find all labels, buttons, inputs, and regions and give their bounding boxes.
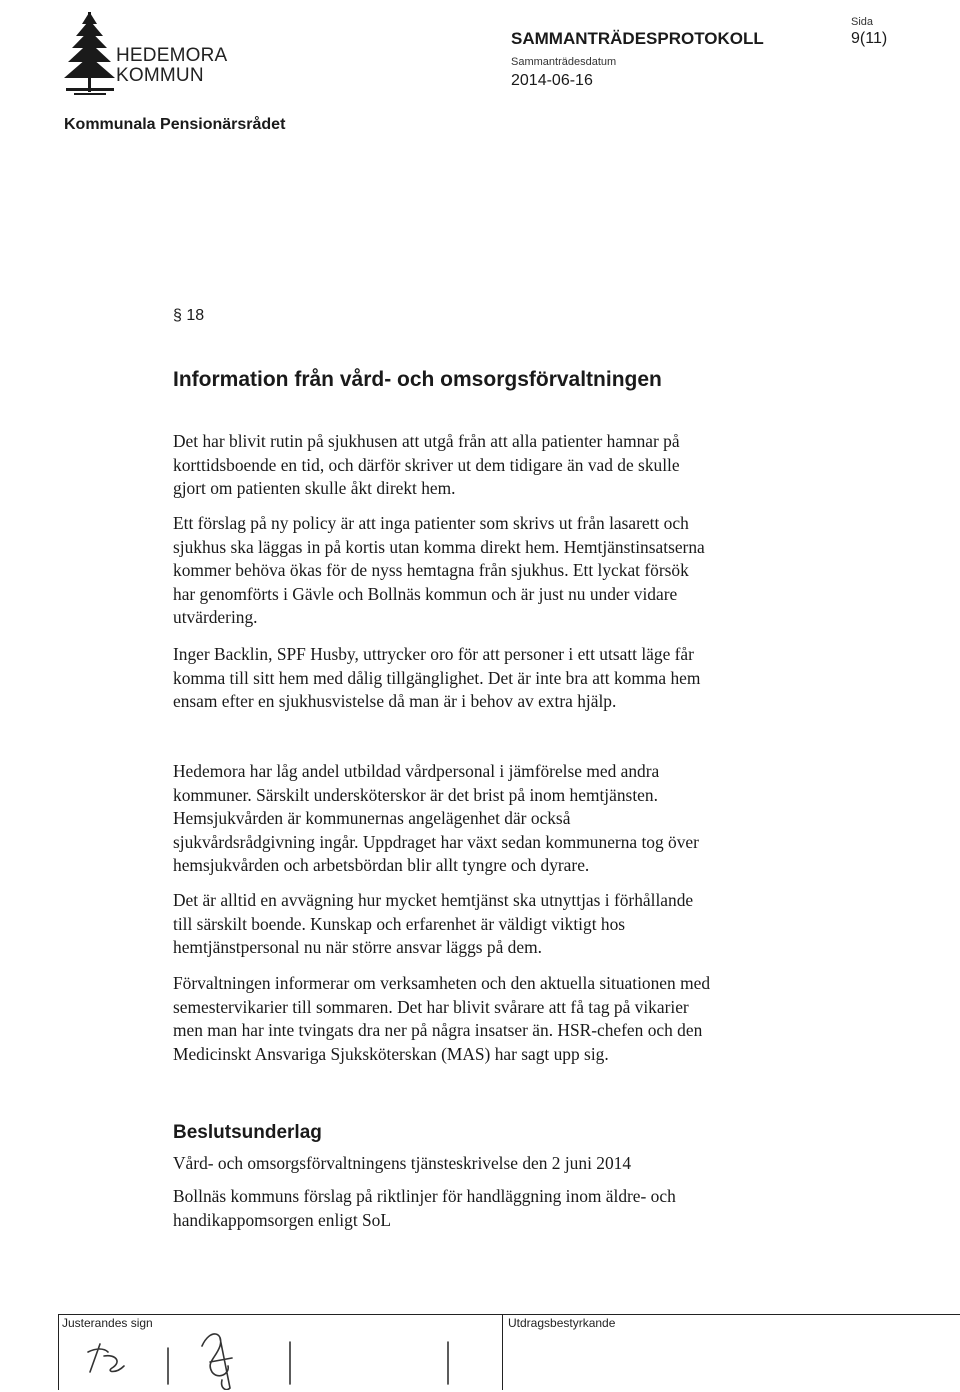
basis-item [173, 1185, 813, 1232]
meeting-date-label: Sammanträdesdatum [511, 56, 617, 68]
page-number: 9(11) [851, 30, 888, 47]
text-line: semestervikarier till sommaren. Det har blivit svårare att få tag på vikarier [173, 996, 689, 1017]
logo-wordmark [116, 46, 227, 86]
paragraph [173, 512, 813, 630]
paragraph [173, 430, 813, 501]
text-line: har genomförts i Gävle och Bollnäs kommun och är just nu under vidare [173, 583, 678, 604]
section-heading: Information från vård- och omsorgsförvaltningen [173, 368, 662, 391]
signatures [60, 1318, 500, 1390]
paragraph [173, 643, 813, 714]
text-line: Hemsjukvården är kommunernas angelägenhet där också [173, 808, 571, 829]
handwritten-signature-1 [88, 1344, 124, 1372]
text-line: Ett förslag på ny policy är att inga patienter som skrivs ut från lasarett och [173, 513, 689, 533]
paragraph [173, 972, 813, 1066]
text-line: korttidsboende en tid, och därför skriver ut dem tidigare än vad de skulle [173, 454, 680, 475]
text-line: Inger Backlin, SPF Husby, uttrycker oro för att personer i ett utsatt läge får [173, 644, 694, 664]
text-line: till särskilt boende. Kunskap och erfarenhet är väldigt viktigt hos [173, 913, 626, 934]
footer-divider [58, 1314, 960, 1315]
paragraph [173, 889, 813, 960]
utdragsbestyrkande-label: Utdragsbestyrkande [508, 1316, 616, 1330]
text-line: Förvaltningen informerar om verksamheten och den aktuella situationen med [173, 973, 711, 993]
logo-line-2: KOMMUN [116, 65, 204, 86]
section-number: § 18 [173, 307, 205, 324]
text-line: ensam efter en sjukhusvistelse då man är i behov av extra hjälp. [173, 691, 617, 712]
paragraph [173, 760, 813, 878]
municipality-logo [60, 8, 260, 98]
text-line: kommuner. Särskilt undersköterskor är det brist på inom hemtjänsten. [173, 784, 658, 805]
text-line: sjukvårdsrådgivning ingår. Uppdraget har växt sedan kommunerna tog över [173, 831, 699, 852]
text-line: kommer behöva ökas för de nyss hemtagna från sjukhus. Ett lyckat försök [173, 560, 689, 581]
page-label: Sida [851, 16, 874, 28]
document-title: SAMMANTRÄDESPROTOKOLL [511, 29, 764, 48]
organization-name: Kommunala Pensionärsrådet [64, 116, 286, 133]
text-line: Hedemora har låg andel utbildad vårdpersonal i jämförelse med andra [173, 761, 660, 781]
footer-border-middle [502, 1314, 503, 1390]
basis-item [173, 1152, 813, 1176]
text-line: utvärdering. [173, 607, 258, 628]
text-line: Det har blivit rutin på sjukhusen att utgå från att alla patienter hamnar på [173, 431, 680, 451]
text-line: gjort om patienten skulle åkt direkt hem. [173, 478, 456, 499]
text-line: Bollnäs kommuns förslag på riktlinjer för handläggning inom äldre- och [173, 1186, 676, 1206]
logo-line-1: HEDEMORA [116, 45, 228, 66]
meeting-date: 2014-06-16 [511, 72, 593, 89]
tree-emblem-icon [60, 8, 120, 98]
footer-border-left [58, 1314, 59, 1390]
text-line: Det är alltid en avvägning hur mycket hemtjänst ska utnyttjas i förhållande [173, 890, 694, 910]
beslutsunderlag-heading: Beslutsunderlag [173, 1122, 322, 1143]
text-line: hemsjukvården och arbetsbördan blir allt tyngre och dyrare. [173, 855, 590, 876]
justerandes-sign-label: Justerandes sign [62, 1316, 153, 1330]
text-line: men man har inte tvingats dra ner på några insatser än. HSR-chefen och den [173, 1020, 703, 1041]
text-line: hemtjänstpersonal nu när större ansvar läggs på dem. [173, 937, 542, 958]
text-line: sjukhus ska läggas in på kortis utan komma direkt hem. Hemtjänstinsatserna [173, 536, 705, 557]
text-line: Vård- och omsorgsförvaltningens tjänsteskrivelse den 2 juni 2014 [173, 1153, 632, 1173]
handwritten-signature-2 [202, 1334, 232, 1390]
text-line: handikappomsorgen enligt SoL [173, 1209, 392, 1230]
text-line: komma till sitt hem med dålig tillgänglighet. Det är inte bra att komma hem [173, 667, 701, 688]
text-line: Medicinskt Ansvariga Sjuksköterskan (MAS) har sagt upp sig. [173, 1043, 609, 1064]
